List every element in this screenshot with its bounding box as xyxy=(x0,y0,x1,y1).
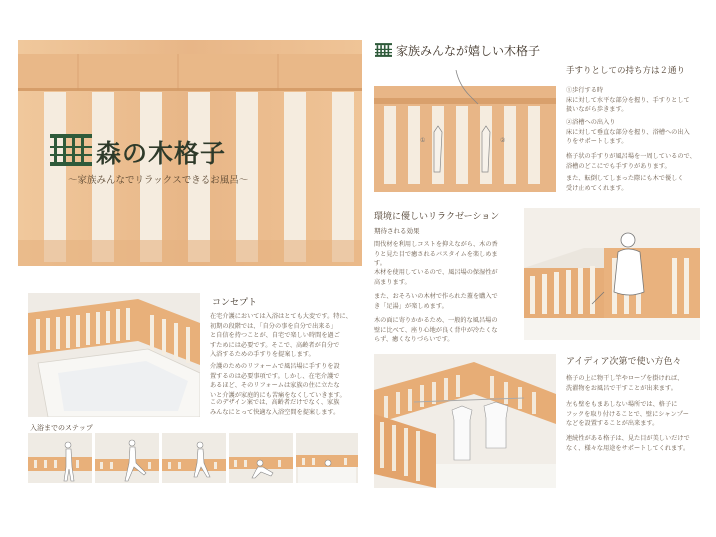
eco-text-2: 木材を使用しているので、風呂場の保湿性が 高まります。 xyxy=(374,269,498,286)
handrail-text-3: 格子状の手すりが風呂場を一周しているので、 浴槽のどこにでも手すりがあります。 xyxy=(566,153,696,170)
eco-subheading: 期待される効果 xyxy=(374,227,420,235)
hero-subtitle: 〜家族みんなでリラックスできるお風呂〜 xyxy=(68,175,249,186)
hero-panel xyxy=(18,40,362,266)
concept-text-3: このデザイン案では、高齢者だけでなく、家族 みんなにとって快適な入浴空間を提案します。 xyxy=(210,399,340,416)
eco-heading: 環境に優しいリラクゼーション xyxy=(374,212,500,222)
handrail-text-4: また、転倒してしまった際にも木で優しく 受け止めてくれます。 xyxy=(566,175,684,192)
hero-title: 森の木格子 xyxy=(96,139,227,168)
bathtub-photo xyxy=(28,293,200,417)
handrail-text-2: ②浴槽への出入り 床に対して垂直な部分を握り、浴槽への出入 りをサポートします。 xyxy=(566,119,690,146)
ideas-text-3: 連続性がある格子は、見た目が美しいだけで なく、様々な用途をサポートしてくれます。 xyxy=(566,435,690,452)
concept-heading: コンセプト xyxy=(212,298,258,308)
steps-strip xyxy=(28,433,358,483)
concept-text-1: 在宅介護においては入浴はとても大変です。特に、 初期の段階では、「自分の事を自分で出来る」 と自信を持つことが、自宅で楽しい時間を過ご すためには必要です。そこで、高齢者が自分で 入浴するための手すりを提案します。 xyxy=(210,313,352,359)
svg-text:②: ② xyxy=(500,137,506,144)
tree-logo-icon xyxy=(50,134,92,168)
eco-text-1: 間伐材を利用しコストを抑えながら、木の香 りと見た目で癒されるバスタイムを楽しめま す。 xyxy=(374,241,498,268)
eco-text-4: 木の面に寄りかかるため、一般的な風呂場の 壁に比べて、座り心地が良く背中が冷たくな らず、癒くなりづらいです。 xyxy=(374,317,498,344)
right-header-title: 家族みんなが嬉しい木格子 xyxy=(396,44,541,58)
bath-person-photo xyxy=(524,208,700,340)
handrail-photo xyxy=(374,70,556,196)
concept-text-2: 介護のためのリフォームで風呂場に手すりを設 置するのは必要事項です。しかし、在宅介護で あるほど、そのリフォームは家族の住に立たな いと介護が家庭的にも苦痛をなくしていきます。 xyxy=(210,363,346,399)
handrail-text-1: ①歩行する時 床に対して水平な部分を握り、手すりとして 扱いながら歩きます。 xyxy=(566,87,690,114)
eco-text-3: また、おそろいの木材で作られた蓋を購入で き「足湯」が楽しめます。 xyxy=(374,293,498,310)
ideas-heading: アイディア次第で使い方色々 xyxy=(566,357,682,367)
small-lattice-logo-icon xyxy=(375,43,392,57)
svg-text:①: ① xyxy=(420,137,426,144)
steps-heading: 入浴までのステップ xyxy=(30,424,93,432)
handrail-heading: 手すりとしての持ち方は２通り xyxy=(566,66,686,76)
ideas-text-2: 左も壁をもまあしない場所では、格子に フックを取り付けることで、壁にシャンプー などを設置することが出来ます。 xyxy=(566,401,689,428)
ideas-text-1: 格子の上に物干し竿やロープを掛ければ、 洗濯物をお風呂で干すことが出来ます。 xyxy=(566,375,684,392)
drying-rack-photo xyxy=(374,354,556,488)
